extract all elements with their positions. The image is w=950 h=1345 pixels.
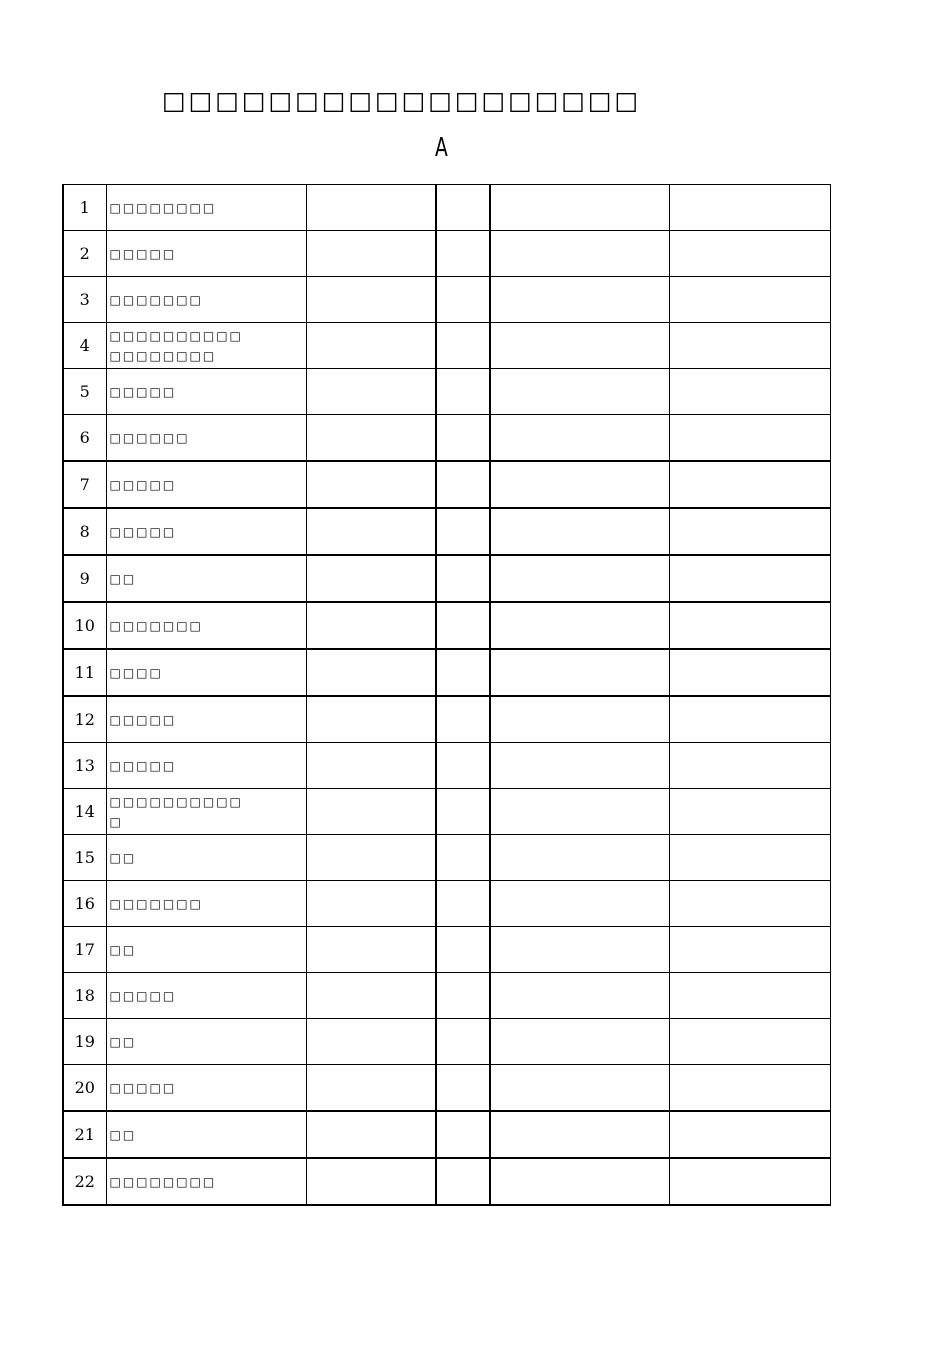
item-cell [106,743,306,789]
entry-cell-b [436,696,490,743]
item-cell [106,555,306,602]
row-number: 18 [63,973,106,1019]
item-cell [106,789,306,835]
entry-cell-d [669,1065,830,1112]
entry-cell-a [306,696,436,743]
table-row [63,323,830,369]
table-row [63,508,830,555]
table-row [63,743,830,789]
item-cell [106,508,306,555]
row-number: 1 [63,185,106,231]
row-number: 20 [63,1065,106,1112]
item-label: □□□□□□□□□□ □□□□□□□□ [109,328,243,363]
table-row [63,602,830,649]
entry-cell-a [306,743,436,789]
item-cell [106,1065,306,1112]
entry-cell-a [306,461,436,508]
row-number: 15 [63,835,106,881]
entry-cell-b [436,415,490,462]
item-cell [106,185,306,231]
table-row [63,927,830,973]
entry-cell-a [306,649,436,696]
entry-cell-b [436,835,490,881]
entry-cell-d [669,602,830,649]
row-number: 21 [63,1111,106,1158]
entry-cell-d [669,1111,830,1158]
item-label: □□□□□□□□ [109,200,217,215]
entry-cell-d [669,1019,830,1065]
row-number: 11 [63,649,106,696]
item-label: □□□□□□ [109,430,190,445]
entry-cell-b [436,973,490,1019]
entry-cell-b [436,461,490,508]
row-number: 14 [63,789,106,835]
entry-cell-b [436,743,490,789]
entry-cell-c [490,602,669,649]
item-cell [106,369,306,415]
entry-cell-a [306,927,436,973]
entry-cell-d [669,973,830,1019]
entry-cell-a [306,185,436,231]
entry-cell-d [669,649,830,696]
entry-cell-a [306,789,436,835]
row-number: 16 [63,881,106,927]
entry-cell-c [490,369,669,415]
item-label: □□□□□□□ [109,896,203,911]
item-label: □□□□□□□ [109,618,203,633]
entry-cell-c [490,835,669,881]
entry-cell-c [490,415,669,462]
entry-cell-c [490,461,669,508]
entry-cell-b [436,789,490,835]
item-cell [106,1019,306,1065]
item-cell [106,323,306,369]
entry-cell-b [436,927,490,973]
entry-cell-c [490,1158,669,1205]
entry-cell-d [669,835,830,881]
table-row [63,461,830,508]
entry-cell-a [306,231,436,277]
row-number: 9 [63,555,106,602]
entry-cell-a [306,1111,436,1158]
item-cell [106,277,306,323]
row-number: 17 [63,927,106,973]
entry-cell-b [436,508,490,555]
entry-cell-d [669,185,830,231]
row-number: 13 [63,743,106,789]
table-row [63,231,830,277]
item-label: □□□□□□□□□□ □ [109,794,243,829]
item-label: □□□□□ [109,712,177,727]
item-cell [106,881,306,927]
table-row [63,881,830,927]
item-cell [106,927,306,973]
item-label: □□ [109,1127,137,1142]
entry-cell-b [436,602,490,649]
item-cell [106,602,306,649]
table-row [63,277,830,323]
entry-cell-c [490,789,669,835]
item-label: □□□□□ [109,477,177,492]
row-number: 19 [63,1019,106,1065]
entry-cell-b [436,323,490,369]
row-number: 12 [63,696,106,743]
entry-cell-a [306,1019,436,1065]
table-row [63,185,830,231]
table-row [63,555,830,602]
item-label: □□□□□ [109,384,177,399]
item-label: □□ [109,942,137,957]
entry-cell-d [669,508,830,555]
item-label: □□□□□□□ [109,292,203,307]
entry-cell-b [436,1065,490,1112]
item-label: □□ [109,1034,137,1049]
entry-cell-c [490,323,669,369]
entry-cell-a [306,1158,436,1205]
entry-cell-b [436,881,490,927]
entry-cell-c [490,1111,669,1158]
entry-cell-d [669,231,830,277]
entry-cell-d [669,696,830,743]
item-cell [106,835,306,881]
table-row [63,369,830,415]
item-label: □□□□□ [109,1080,177,1095]
entry-cell-c [490,927,669,973]
entry-cell-b [436,277,490,323]
item-cell [106,973,306,1019]
entry-cell-b [436,1158,490,1205]
table-row [63,415,830,462]
entry-cell-d [669,277,830,323]
entry-cell-c [490,649,669,696]
entry-cell-c [490,1065,669,1112]
item-label: □□ [109,571,137,586]
entry-cell-a [306,369,436,415]
entry-cell-c [490,555,669,602]
item-cell [106,461,306,508]
entry-cell-b [436,649,490,696]
entry-cell-d [669,927,830,973]
item-label: □□□□□□□□ [109,1174,217,1189]
item-label: □□□□ [109,665,163,680]
entry-cell-a [306,881,436,927]
document-title: □□□□□□□□□□□□□□□□□□ [162,86,642,115]
item-cell [106,231,306,277]
row-number: 3 [63,277,106,323]
item-label: □□□□□ [109,246,177,261]
entry-cell-a [306,602,436,649]
entry-cell-c [490,743,669,789]
entry-cell-b [436,369,490,415]
item-cell [106,415,306,462]
item-cell [106,696,306,743]
table-row [63,1111,830,1158]
row-number: 8 [63,508,106,555]
table-row [63,649,830,696]
item-label: □□□□□ [109,758,177,773]
entry-cell-d [669,323,830,369]
item-cell [106,649,306,696]
entry-cell-d [669,789,830,835]
entry-cell-d [669,743,830,789]
entry-cell-c [490,508,669,555]
entry-cell-d [669,369,830,415]
entry-cell-a [306,508,436,555]
entry-cell-b [436,185,490,231]
entry-cell-c [490,696,669,743]
document-subtitle: A [435,133,448,163]
row-number: 6 [63,415,106,462]
row-number: 10 [63,602,106,649]
table-row [63,1065,830,1112]
entry-cell-a [306,323,436,369]
entry-cell-a [306,277,436,323]
entry-cell-d [669,881,830,927]
entry-cell-c [490,185,669,231]
row-number: 7 [63,461,106,508]
row-number: 22 [63,1158,106,1205]
table-row [63,789,830,835]
entry-cell-c [490,881,669,927]
row-number: 5 [63,369,106,415]
entry-cell-b [436,1111,490,1158]
table-row [63,835,830,881]
table-row [63,973,830,1019]
entry-cell-d [669,1158,830,1205]
table-row [63,696,830,743]
row-number: 2 [63,231,106,277]
entry-cell-c [490,1019,669,1065]
entry-cell-b [436,555,490,602]
item-label: □□□□□ [109,988,177,1003]
row-number: 4 [63,323,106,369]
entry-cell-a [306,973,436,1019]
entry-cell-b [436,1019,490,1065]
entry-cell-d [669,555,830,602]
entry-cell-a [306,835,436,881]
table-row [63,1019,830,1065]
entry-cell-a [306,1065,436,1112]
item-cell [106,1158,306,1205]
entry-cell-a [306,415,436,462]
item-label: □□ [109,850,137,865]
entry-cell-c [490,973,669,1019]
entry-cell-d [669,461,830,508]
item-label: □□□□□ [109,524,177,539]
table-row [63,1158,830,1205]
item-cell [106,1111,306,1158]
entry-cell-c [490,277,669,323]
entry-cell-d [669,415,830,462]
entry-cell-b [436,231,490,277]
form-table [62,184,831,1206]
entry-cell-c [490,231,669,277]
entry-cell-a [306,555,436,602]
